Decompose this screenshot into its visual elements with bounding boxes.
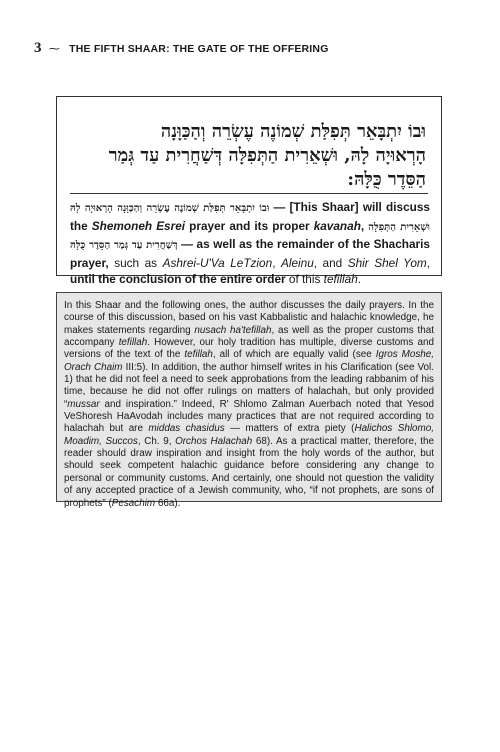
- note-text: , all of which are equally valid (see: [212, 349, 376, 361]
- translation-text: ,: [272, 255, 281, 270]
- note-text: 68). As a practical matter, therefore, the reader should draw inspiration and insight from the holy words of the author, but should seek competent halachic guidance before considering any change to personal or community customs. And certainly, one should not question the validity of any accepted practice of a Jewish community, who, “if not prophets, are sons of prophets” (: [64, 435, 434, 509]
- divider-rule: [70, 193, 428, 194]
- hebrew-phrase: וּבוֹ יִתְבָּאֵר תְּפִלַּת שְׁמוֹנֶה עֶשְׂרֵה וְהַכַּוָּנָה הָרְאוּיָה לָהּ: [70, 203, 270, 214]
- term: Ashrei-U'Va LeTzion: [162, 255, 273, 270]
- translation-text: — as well as the remainder of the Shacharis prayer,: [70, 237, 430, 270]
- note-text: — matters of extra piety (: [224, 423, 355, 435]
- note-text: In this Shaar and the following ones, the author discusses the daily prayers. In the course of this discussion, based on his vast Kabbalistic and halachic knowledge, he makes statements regarding: [64, 300, 434, 336]
- term: tefillah: [118, 337, 148, 349]
- translation-text: prayer and its proper: [185, 218, 314, 233]
- running-head: [34, 40, 460, 57]
- translation-text: ,: [360, 218, 369, 233]
- term: tefillah: [184, 349, 213, 361]
- note-text: 66a).: [155, 497, 181, 509]
- note-text: . However, our holy tradition has multiple, diverse customs and versions of the text of the: [64, 337, 435, 361]
- citation: Pesachim: [111, 497, 156, 509]
- term: tefillah: [323, 272, 358, 286]
- note-text: and inspiration.” Indeed, R' Shlomo Zalman Auerbach noted that Yesod VeShoresh HaAvodah includes many practices that are not required according to halachah but are: [64, 398, 434, 435]
- term: mussar: [67, 398, 100, 410]
- translation-paragraph: [70, 199, 430, 288]
- citation: Halichos Shlomo, Moadim, Succos: [64, 423, 434, 447]
- citation: Orchos Halachah: [175, 435, 253, 447]
- translation-text: such as: [108, 255, 163, 270]
- term: Shir Shel Yom: [347, 255, 427, 270]
- note-text: , as well as the proper customs that accompany: [64, 324, 434, 349]
- translation-text: until the conclusion of the entire order: [70, 272, 286, 286]
- hebrew-text: וּבוֹ יִתְבָּאֵר תְּפִלַּת שְׁמוֹנֶה עֶשְׂרֵה וְהַכַּוָּנָה הָרְאוּיָה לָהּ, וּשְׁאֵרִית הַתְּפִלָּה דְּשַׁחֲרִית עַד גְּמַר הַסֵּדֶר כֻּלָּהּ:: [108, 121, 426, 190]
- chapter-title: THE FIFTH SHAAR: THE GATE OF THE OFFERING: [69, 43, 329, 55]
- translation-text: .: [357, 272, 362, 286]
- hebrew-phrase: וּשְׁאֵרִית הַתְּפִלָּה דְּשַׁחֲרִית עַד גְּמַר הַסֵּדֶר כֻּלָּהּ: [70, 221, 430, 251]
- translation-text: — [This Shaar] will discuss the: [70, 200, 430, 233]
- note-paragraph: [64, 300, 434, 510]
- term: kavanah: [313, 218, 361, 233]
- note-text: III:5). In addition, the author himself writes in his Clarification (see Vol. 1) that he did not feel a need to seek approbations from the leading rabbanim of his time, because he did not offer rulings on matters of halachah, but only provided “: [64, 361, 434, 410]
- term: middas chasidus: [148, 423, 225, 435]
- term: Aleinu: [280, 255, 314, 270]
- citation: Igros Moshe, Orach Chaim: [64, 349, 435, 373]
- note-text: , Ch. 9,: [137, 435, 176, 447]
- ornament-icon: ⁓: [48, 43, 61, 55]
- translation-text: ,: [426, 255, 430, 270]
- translation-text: , and: [313, 255, 348, 270]
- term: Shemoneh Esrei: [91, 218, 186, 233]
- translation-text: of this: [285, 272, 324, 286]
- page-number: 3: [34, 40, 42, 56]
- term: nusach ha'tefillah: [194, 324, 272, 336]
